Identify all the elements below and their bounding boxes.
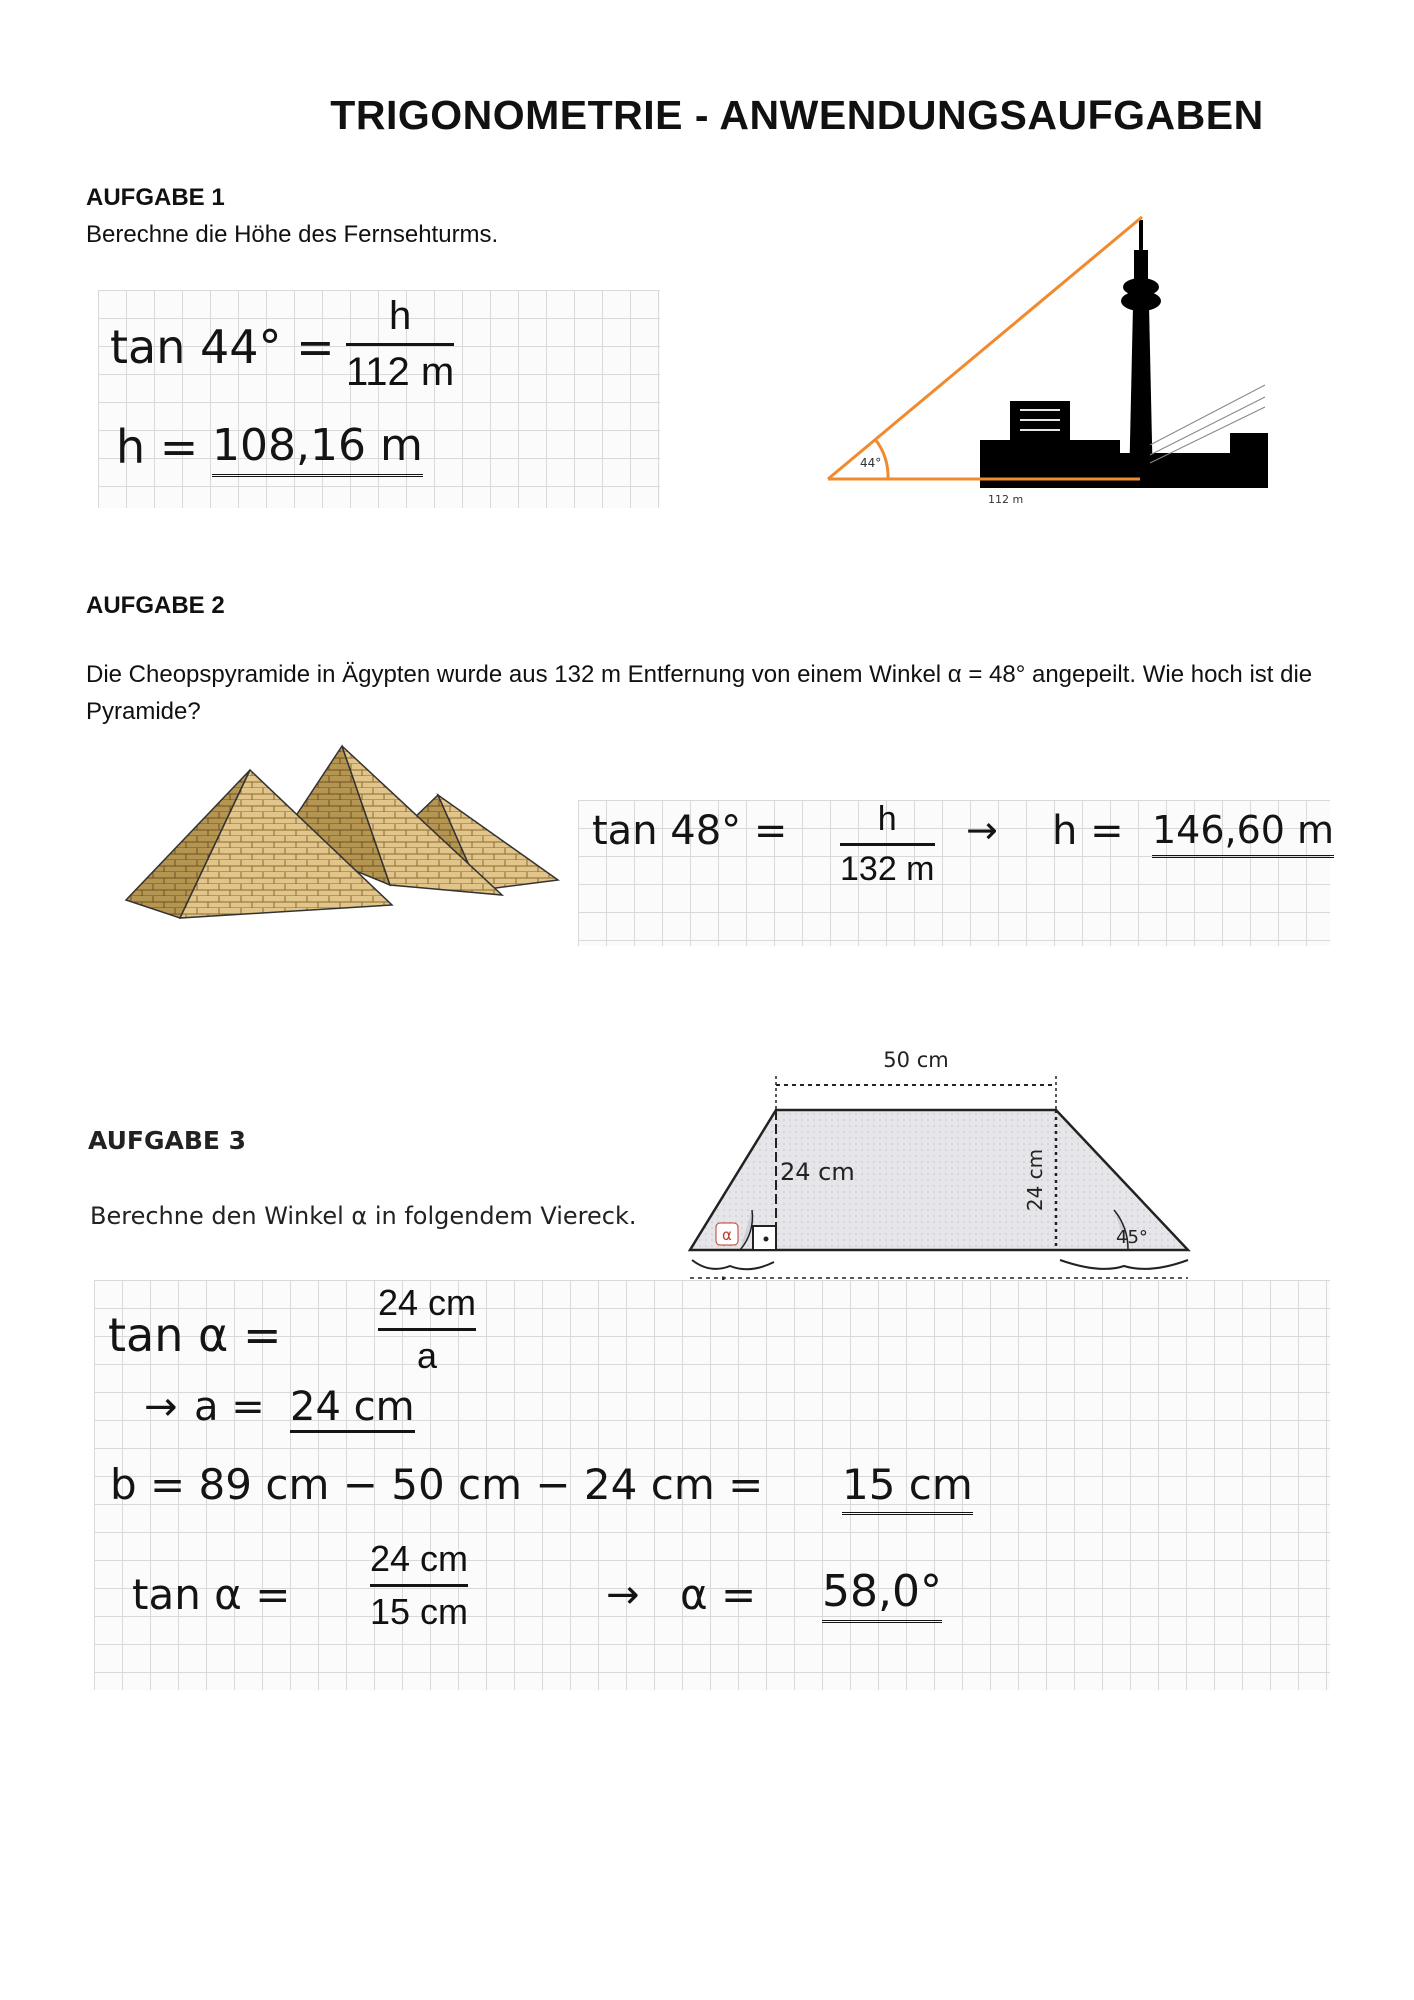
task3-line2-result: 24 cm [290,1384,415,1433]
task1-text: Berechne die Höhe des Fernsehturms. [86,221,499,248]
task3-line4-arrow: → [606,1572,640,1618]
height-label: 24 cm [1023,1148,1047,1212]
pyramids-figure [120,740,570,920]
task1-fraction [346,294,454,395]
hand-height-label: 24 cm [780,1158,855,1186]
task2-arrow: → [966,808,998,852]
task3-line3: b = 89 cm − 50 cm − 24 cm = [110,1460,764,1509]
task1-fraction-den: 112 m [346,350,455,394]
task1-worksheet [98,290,660,508]
page-title: TRIGONOMETRIE - ANWENDUNGSAUFGABEN [330,92,1264,138]
task1-heading: AUFGABE 1 [86,184,225,211]
task3-line1-fraction [378,1282,476,1377]
skyline-tall-building [1010,401,1070,488]
task2-worksheet [578,800,1335,946]
base-label: 112 m [988,493,1024,506]
a-brace [1060,1260,1188,1269]
task3-line2-arrow: → [144,1384,178,1430]
task3-line4-lhs: α = [680,1570,757,1619]
task2-equation-fn: tan 48° = [592,808,788,854]
task3-line4-den: 15 cm [370,1591,469,1632]
task3-text: Berechne den Winkel α in folgendem Viereck. [90,1202,637,1230]
b-brace [692,1260,774,1269]
trapezoid-figure [680,1040,1220,1320]
angle-label: 44° [860,456,882,470]
task2-text: Die Cheopspyramide in Ägypten wurde aus 132 m Entfernung von einem Winkel α = 48° angepeilt. Wie hoch ist die Pyramide? [86,661,1313,725]
task3-line1-den: a [417,1335,438,1376]
task2-fraction-num: h [877,800,897,838]
alpha-label: α [722,1226,732,1244]
task3-line4-result: 58,0° [822,1566,942,1623]
task1-fraction-num: h [388,294,412,338]
task2-fraction-den: 132 m [840,850,935,888]
angle-45-label: 45° [1116,1227,1148,1248]
task1-equation-fn: tan 44° = [110,320,335,374]
task3-line4-fn: tan α = [132,1570,291,1619]
task2-heading: AUFGABE 2 [86,592,225,619]
skyline-right-tower [1230,433,1268,488]
task2-result: 146,60 m [1152,808,1334,858]
task2-fraction [840,800,935,889]
task1-result-lhs: h = [116,420,199,474]
task3-heading: AUFGABE 3 [88,1126,247,1155]
top-label: 50 cm [883,1048,949,1072]
task2-result-lhs: h = [1052,808,1124,854]
task3-worksheet [94,1280,1330,1690]
task3-line2-lhs: a = [194,1384,265,1430]
task1-result: 108,16 m [212,420,423,477]
tv-tower-figure [820,205,1270,515]
task3-line4-fraction [370,1538,468,1633]
tv-tower [1121,220,1161,488]
task3-line1-fn: tan α = [108,1308,282,1362]
task3-line3-result: 15 cm [842,1460,973,1515]
task3-line4-num: 24 cm [370,1538,469,1579]
task3-line1-num: 24 cm [378,1282,477,1323]
